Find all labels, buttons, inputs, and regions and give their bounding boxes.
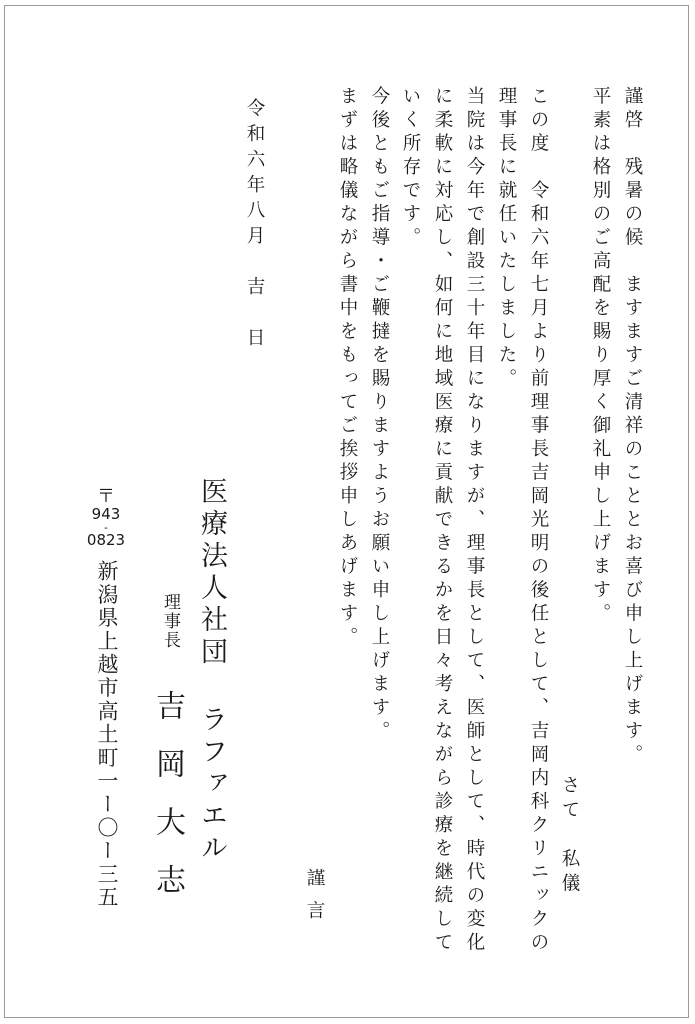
letter-line-1: 謹啓 残暑の候 ますますご清祥のこととお喜び申し上げます。 (622, 86, 643, 768)
letter-line-9: 今後ともご指導・ご鞭撻を賜りますようお願い申し上げます。 (369, 86, 390, 744)
postal-code-part-2: 0823 (86, 530, 126, 549)
closing-text: 謹言 (304, 868, 325, 933)
date-text: 令和六年八月 吉 日 (244, 98, 265, 353)
letter-line-10: まずは略儀ながら書中をもってご挨拶申しあげます。 (337, 86, 358, 650)
letter-line-6: 当院は今年で創設三十年目になりますが、理事長として、医師として、時代の変化 (464, 86, 485, 956)
sender-address: 新潟県上越市高土町一ー〇ー三五 (95, 560, 119, 910)
sender-name: 吉岡大志 (150, 690, 185, 922)
letter-line-7: に柔軟に対応し、如何に地域医療に貢献できるかを日々考えながら診療を継続して (432, 86, 453, 956)
postal-code (84, 488, 128, 548)
sender-title: 理事長 (160, 593, 180, 650)
postal-mark: 〒 (97, 486, 115, 507)
letter-line-3: さて 私儀 (559, 775, 580, 898)
letter-line-8: いく所存です。 (400, 86, 421, 251)
letter-line-5: 理事長に就任いたしました。 (496, 86, 517, 392)
postal-code-dash: - (104, 520, 108, 534)
postal-code-part-1: 943 (91, 504, 121, 523)
organization-name: 医療法人社団 ラファエル (196, 477, 227, 865)
letter-line-2: 平素は格別のご高配を賜り厚く御礼申し上げます。 (590, 86, 611, 627)
letter-line-4: この度 令和六年七月より前理事長吉岡光明の後任として、吉岡内科クリニックの (528, 86, 549, 956)
